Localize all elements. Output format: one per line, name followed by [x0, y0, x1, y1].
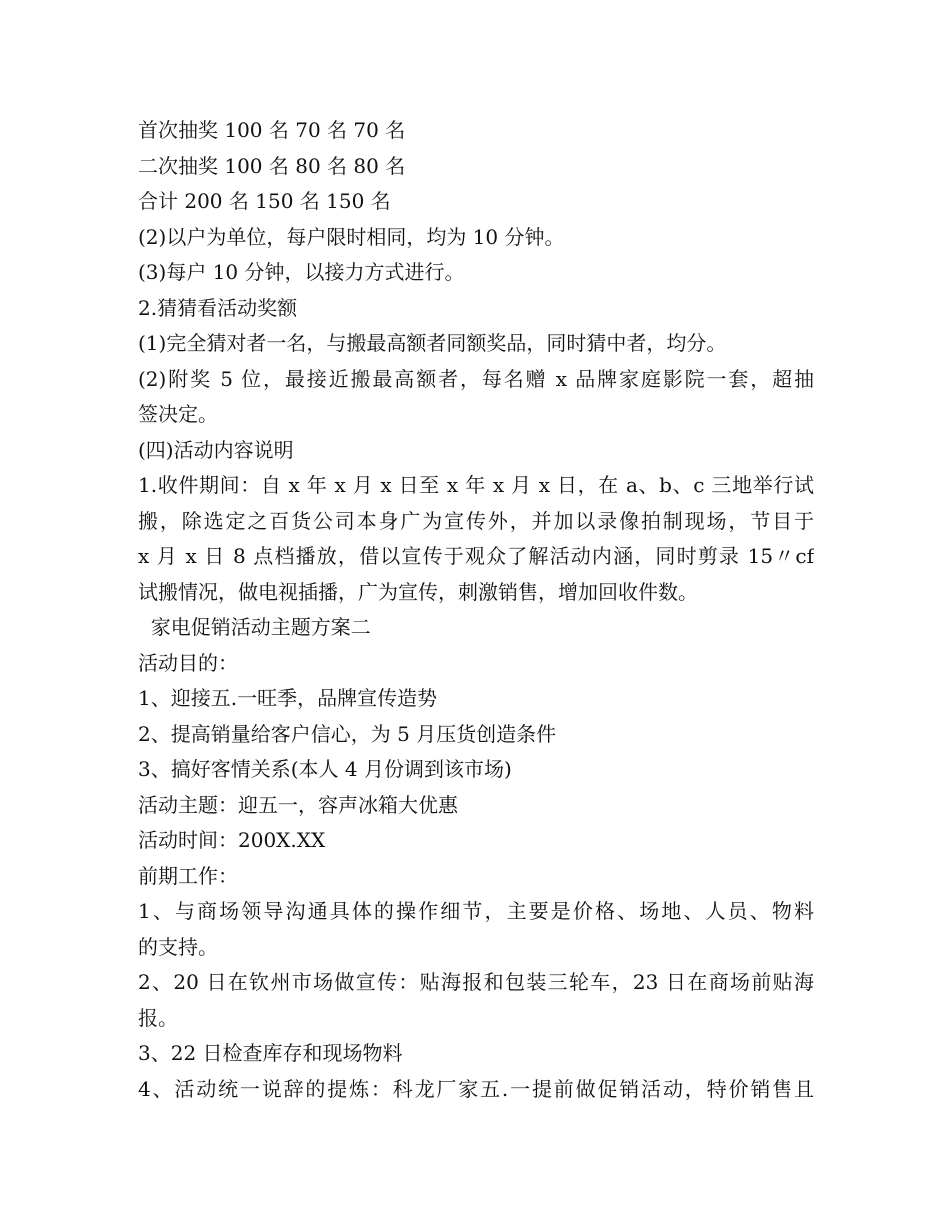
text-line: 的支持。: [138, 934, 218, 959]
text-line: 1、与商场领导沟通具体的操作细节，主要是价格、场地、人员、物料: [138, 899, 814, 923]
text-line: 1.收件期间：自 x 年 x 月 x 日至 x 年 x 月 x 日，在 a、b、c 三地举行试: [138, 473, 814, 497]
text-line: (3)每户 10 分钟，以接力方式进行。: [138, 260, 465, 284]
text-line: 首次抽奖 100 名 70 名 70 名: [138, 118, 406, 142]
text-line: (1)完全猜对者一名，与搬最高额者同额奖品，同时猜中者，均分。: [138, 331, 727, 355]
text-line: 2、20 日在钦州市场做宣传：贴海报和包装三轮车，23 日在商场前贴海: [138, 970, 814, 994]
text-line: 活动主题：迎五一，容声冰箱大优惠: [138, 792, 458, 817]
text-line: 搬，除选定之百货公司本身广为宣传外，并加以录像拍制现场，节目于: [138, 508, 814, 533]
text-line: (2)附奖 5 位，最接近搬最高额者，每名赠 x 品牌家庭影院一套，超抽: [138, 366, 814, 391]
section-heading: (四)活动内容说明: [138, 437, 294, 462]
text-line: 2、提高销量给客户信心，为 5 月压货创造条件: [138, 721, 557, 746]
text-line: 二次抽奖 100 名 80 名 80 名: [138, 153, 406, 178]
text-line: 试搬情况，做电视插播，广为宣传，刺激销售，增加回收件数。: [138, 579, 698, 604]
section-heading: 活动目的：: [138, 650, 238, 675]
text-line: 1、迎接五.一旺季，品牌宣传造势: [138, 686, 438, 710]
text-line: 报。: [138, 1005, 178, 1030]
text-line: 合计 200 名 150 名 150 名: [138, 189, 391, 213]
text-line: 活动时间：200X.XX: [138, 828, 326, 852]
text-line: 3、搞好客情关系(本人 4 月份调到该市场): [138, 757, 512, 781]
text-line: 签决定。: [138, 402, 218, 426]
section-heading: 2.猜猜看活动奖额: [138, 295, 298, 320]
text-line: 3、22 日检查库存和现场物料: [138, 1041, 403, 1065]
document-title: 家电促销活动主题方案二: [138, 615, 371, 639]
section-heading: 前期工作：: [138, 863, 238, 888]
text-line: (2)以户为单位，每户限时相同，均为 10 分钟。: [138, 224, 565, 249]
text-line: 4、活动统一说辞的提炼：科龙厂家五.一提前做促销活动，特价销售且: [138, 1076, 814, 1101]
document-page: [138, 113, 814, 1107]
text-line: x 月 x 日 8 点档播放，借以宣传于观众了解活动内涵，同时剪录 15〃cf: [138, 544, 814, 568]
